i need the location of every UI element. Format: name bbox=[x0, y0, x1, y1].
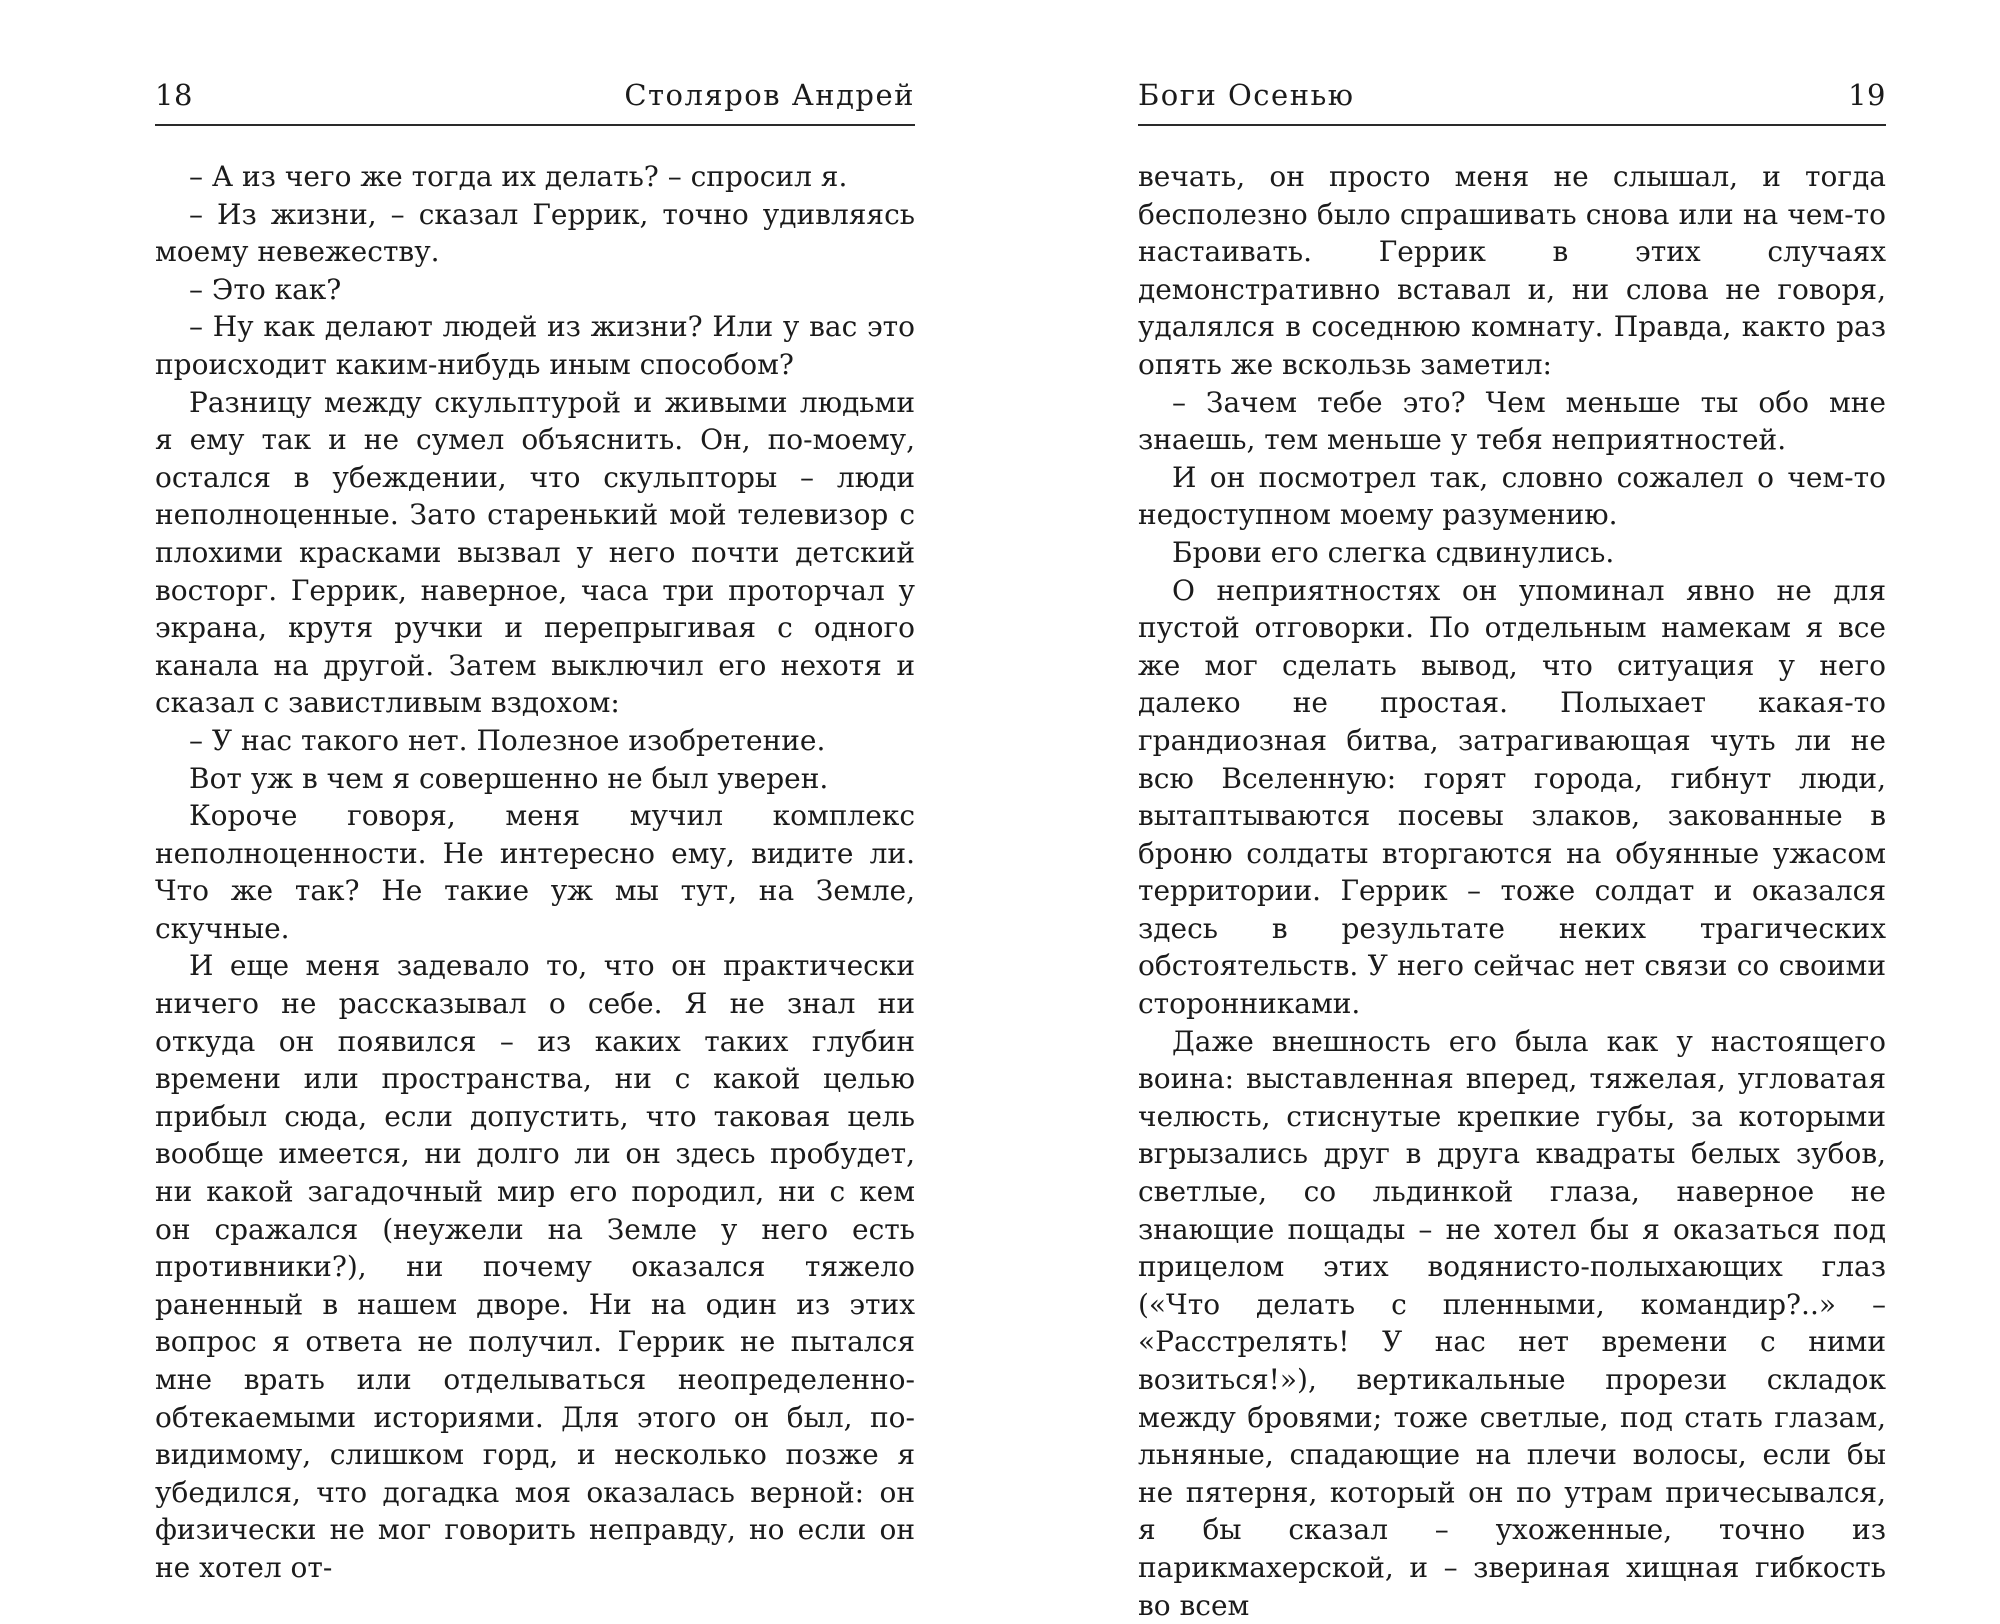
paragraph: Даже внешность его была как у настоящего воина: выставленная вперед, тяжелая, угловатая челюсть, стиснутые крепкие губы, за которыми вгрызались друг в друга квадраты белых зубов, светлые, со льдинкой глаза, наверное не знающие пощады – не хотел бы я оказаться под прицелом этих водянисто-полыхающих глаз («Что делать с пленными, командир?..» – «Расстрелять! У нас нет времени с ними возиться!»), вертикальные прорези складок между бровями; тоже светлые, под стать глазам, льняные, спадающие на плечи волосы, если бы не пятерня, который он по утрам причесывался, я бы сказал – ухоженные, точно из парикмахерской, и – звериная хищная гибкость во всем bbox=[1138, 1024, 1886, 1622]
paragraph: Вот уж в чем я совершенно не был уверен. bbox=[189, 761, 829, 795]
paragraph: – А из чего же тогда их делать? – спросил я. bbox=[189, 160, 848, 193]
right-running-head bbox=[1138, 78, 1886, 126]
paragraph: Короче говоря, меня мучил комплекс неполноценности. Не интересно ему, видите ли. Что же так? Не такие уж мы тут, на Земле, скучные. bbox=[155, 799, 915, 945]
paragraph: О неприятностях он упоминал явно не для пустой отговорки. По отдельным намекам я все же мог сделать вывод, что ситуация у него далеко не простая. Полыхает какая-то грандиозная битва, затрагивающая чуть ли не всю Вселенную: горят города, гибнут люди, вытаптываются посевы злаков, закованные в броню солдаты вторгаются на обуянные ужасом территории. Геррик – тоже солдат и оказался здесь в результате неких трагических обстоятельств. У него сейчас нет связи со своими сторонниками. bbox=[1138, 573, 1886, 1021]
paragraph: – Зачем тебе это? Чем меньше ты обо мне знаешь, тем меньше у тебя неприятностей. bbox=[1138, 385, 1886, 457]
left-body-text bbox=[155, 158, 915, 1587]
paragraph: Брови его слегка сдвинулись. bbox=[1172, 535, 1615, 569]
left-running-head bbox=[155, 78, 915, 126]
paragraph: – Ну как делают людей из жизни? Или у вас это происходит каким-нибудь иным способом? bbox=[155, 310, 915, 381]
left-author-title: Столяров Андрей bbox=[624, 78, 915, 112]
paragraph-continuation: вечать, он просто меня не слышал, и тогда бесполезно было спрашивать снова или на чем-то настаивать. Геррик в этих случаях демонстративно вставал и, ни слова не говоря, удалялся в соседнюю комнату. Правда, както раз опять же вскользь заметил: bbox=[1138, 160, 1886, 381]
left-page bbox=[155, 0, 915, 1584]
paragraph: – У нас такого нет. Полезное изобретение. bbox=[189, 723, 826, 757]
right-page-number: 19 bbox=[1848, 78, 1886, 112]
paragraph: И еще меня задевало то, что он практически ничего не рассказывал о себе. Я не знал ни откуда он появился – из каких таких глубин времени или пространства, ни с какой целью прибыл сюда, если допустить, что таковая цель вообще имеется, ни долго ли он здесь пробудет, ни какой загадочный мир его породил, ни с кем он сражался (неужели на Земле у него есть противники?), ни почему оказался тяжело раненный в нашем дворе. Ни на один из этих вопрос я ответа не получил. Геррик не пытался мне врать или отделываться неопределенно-обтекаемыми историями. Для этого он был, по-видимому, слишком горд, и несколько позже я убедился, что догадка моя оказалась верной: он физически не мог говорить неправду, но если он не хотел от- bbox=[155, 949, 915, 1584]
paragraph: Разницу между скульптурой и живыми людьми я ему так и не сумел объяснить. Он, по-моему, остался в убеждении, что скульпторы – люди неполноценные. Зато старенький мой телевизор с плохими красками вызвал у него почти детский восторг. Геррик, наверное, часа три проторчал у экрана, крутя ручки и перепрыгивая с одного канала на другой. Затем выключил его нехотя и сказал с завистливым вздохом: bbox=[155, 385, 915, 720]
paragraph: – Это как? bbox=[189, 272, 342, 306]
left-page-number: 18 bbox=[155, 78, 193, 112]
paragraph: – Из жизни, – сказал Геррик, точно удивляясь моему невежеству. bbox=[155, 197, 915, 269]
right-book-title: Боги Осенью bbox=[1138, 78, 1355, 112]
paragraph: И он посмотрел так, словно сожалел о чем-то недоступном моему разумению. bbox=[1138, 460, 1886, 532]
right-page bbox=[1138, 0, 1886, 1622]
right-body-text bbox=[1138, 158, 1886, 1624]
